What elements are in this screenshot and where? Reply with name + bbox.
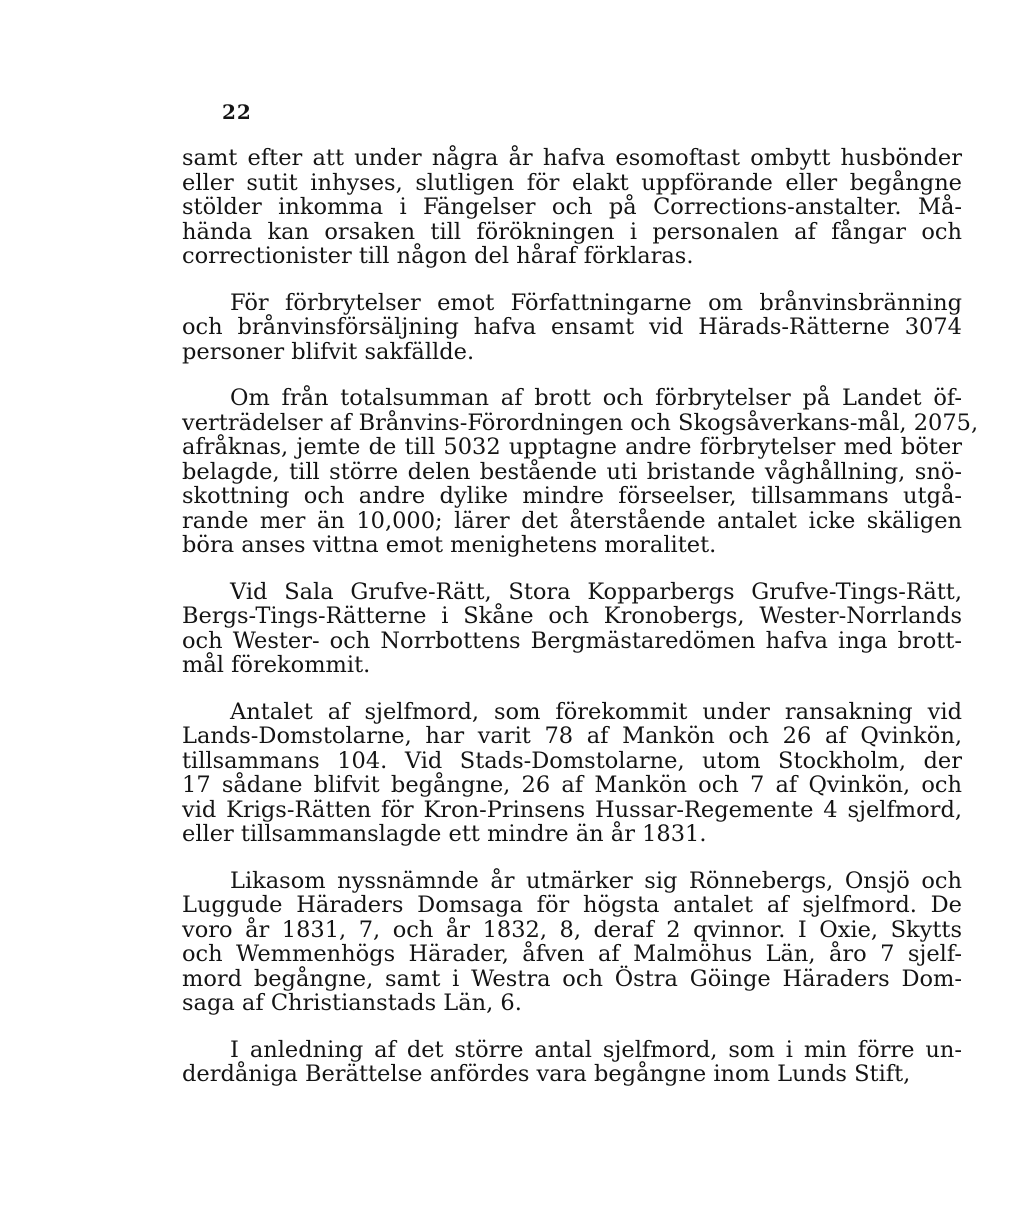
text-line: Luggude Häraders Domsaga för högsta antalet af sjelfmord. De (182, 892, 962, 918)
text-line: mord begångne, samt i Westra och Östra Göinge Häraders Dom- (182, 965, 962, 992)
text-line: skottning och andre dylike mindre förseelser, tillsammans utgå- (182, 483, 962, 509)
text-line: correctionister till någon del håraf förklaras. (182, 243, 694, 269)
text-line: För förbrytelser emot Författningarne om brånvinsbränning (230, 289, 962, 316)
text-line: 17 sådane blifvit begångne, 26 af Mankön och 7 af Qvinkön, och (182, 772, 962, 798)
text-line: eller tillsammanslagde ett mindre än år 1831. (182, 821, 707, 847)
text-line: samt efter att under några år hafva esomoftast ombytt husbönder (182, 145, 962, 171)
text-line: derdåniga Berättelse anfördes vara begångne inom Lunds Stift, (182, 1061, 911, 1087)
paragraph-4 (182, 580, 962, 678)
text-line: Antalet af sjelfmord, som förekommit under ransakning vid (230, 698, 962, 725)
text-line: och Wemmenhögs Härader, åfven af Malmöhus Län, åro 7 sjelf- (182, 941, 962, 967)
text-line: och brånvinsförsäljning hafva ensamt vid Härads-Rätterne 3074 (182, 314, 962, 340)
text-line: hända kan orsaken till förökningen i personalen af fångar och (182, 218, 962, 245)
text-line: eller sutit inhyses, slutligen för elakt uppförande eller begångne (182, 169, 962, 196)
text-line: afråknas, jemte de till 5032 upptagne andre förbrytelser med böter (182, 434, 962, 460)
paragraph-3 (182, 385, 979, 558)
paragraph-1 (182, 146, 962, 269)
text-line: personer blifvit sakfällde. (182, 338, 475, 365)
text-line: Lands-Domstolarne, har varit 78 af Mankön och 26 af Qvinkön, (182, 723, 962, 749)
page-number: 22 (222, 100, 252, 124)
text-line: belagde, till större delen bestående uti bristande våghållning, snö- (182, 458, 962, 485)
paragraph-2 (182, 291, 962, 365)
text-line: vid Krigs-Rätten för Kron-Prinsens Hussar-Regemente 4 sjelfmord, (182, 796, 962, 823)
text-line: rande mer än 10,000; lärer det återstående antalet icke skäligen (182, 507, 962, 534)
text-line: tillsammans 104. Vid Stads-Domstolarne, utom Stockholm, der (182, 747, 962, 774)
paragraph-7 (182, 1038, 962, 1087)
text-line: Om från totalsumman af brott och förbrytelser på Landet öf- (230, 385, 962, 411)
text-line: verträdelser af Brånvins-Förordningen och Skogsåverkans-mål, 2075, (182, 409, 979, 436)
text-line: Bergs-Tings-Rätterne i Skåne och Kronobergs, Wester-Norrlands (182, 603, 962, 629)
paragraph-6 (182, 869, 962, 1016)
text-line: voro år 1831, 7, och år 1832, 8, deraf 2 qvinnor. I Oxie, Skytts (182, 916, 962, 943)
text-line: och Wester- och Norrbottens Bergmästaredömen hafva inga brott- (182, 627, 962, 654)
paragraph-5 (182, 700, 962, 847)
text-line: Likasom nyssnämnde år utmärker sig Rönnebergs, Onsjö och (230, 867, 962, 894)
text-line: böra anses vittna emot menighetens moralitet. (182, 532, 717, 558)
text-line: mål förekommit. (182, 652, 371, 678)
text-line: Vid Sala Grufve-Rätt, Stora Kopparbergs Grufve-Tings-Rätt, (230, 578, 962, 605)
body-text (182, 145, 979, 1109)
text-line: I anledning af det större antal sjelfmord, som i min förre un- (230, 1036, 962, 1063)
text-line: stölder inkomma i Fängelser och på Corrections-anstalter. Må- (182, 194, 962, 220)
text-line: saga af Christianstads Län, 6. (182, 990, 522, 1016)
